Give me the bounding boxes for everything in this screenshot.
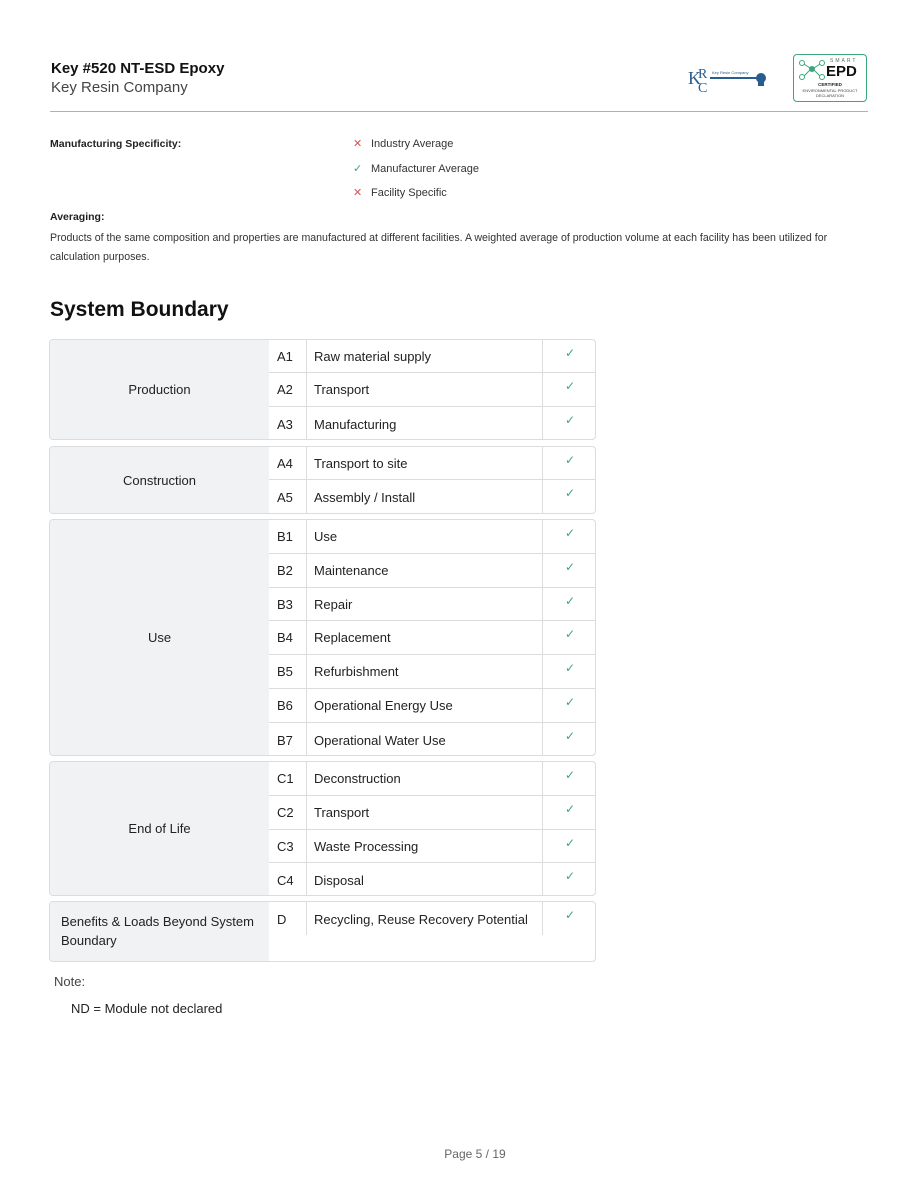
module-name: Disposal <box>307 863 543 896</box>
page-header <box>50 54 868 112</box>
stage-group-end-of-life <box>49 761 596 896</box>
spec-item-industry-average <box>353 137 453 151</box>
check-icon: ✓ <box>564 346 576 360</box>
svg-text:Key Resin Company: Key Resin Company <box>712 70 749 75</box>
check-icon: ✓ <box>564 453 576 467</box>
badge-certified-text: CERTIFIED <box>818 82 842 87</box>
module-row <box>269 723 596 756</box>
check-icon: ✓ <box>564 594 576 608</box>
company-name: Key Resin Company <box>51 79 188 96</box>
module-code: A5 <box>269 480 307 514</box>
badge-declaration-text: ENVIRONMENTAL PRODUCT DECLARATION <box>802 88 858 98</box>
check-icon: ✓ <box>564 836 576 850</box>
module-row <box>269 480 596 514</box>
stage-label: Benefits & Loads Beyond System Boundary <box>50 902 269 961</box>
module-code: C1 <box>269 762 307 795</box>
check-icon: ✓ <box>564 802 576 816</box>
module-row <box>269 340 596 373</box>
module-name: Transport <box>307 373 543 406</box>
module-row <box>269 796 596 830</box>
svg-text:C: C <box>698 81 708 94</box>
module-code: B4 <box>269 621 307 654</box>
page-number: Page 5 / 19 <box>444 1147 506 1161</box>
check-icon: ✓ <box>564 661 576 675</box>
module-code: D <box>269 902 307 935</box>
module-name: Refurbishment <box>307 655 543 688</box>
stage-label: Use <box>50 520 269 755</box>
check-icon: ✓ <box>564 379 576 393</box>
cross-icon: ✕ <box>353 187 363 199</box>
module-name: Recycling, Reuse Recovery Potential <box>307 902 543 935</box>
module-code: B1 <box>269 520 307 553</box>
check-icon: ✓ <box>564 413 576 427</box>
module-name: Replacement <box>307 621 543 654</box>
stage-label: Construction <box>50 447 269 513</box>
badge-smart-text: SMART <box>830 58 858 64</box>
module-name: Deconstruction <box>307 762 543 795</box>
svg-text:R: R <box>698 67 708 82</box>
spec-item-facility-specific <box>353 186 447 200</box>
note-label: Note: <box>54 974 86 989</box>
product-title: Key #520 NT-ESD Epoxy <box>51 60 225 77</box>
check-icon: ✓ <box>564 768 576 782</box>
module-code: A3 <box>269 407 307 440</box>
svg-text:K: K <box>688 68 701 88</box>
check-icon: ✓ <box>564 869 576 883</box>
check-icon: ✓ <box>564 695 576 709</box>
module-row <box>269 762 596 796</box>
module-name: Operational Energy Use <box>307 689 543 722</box>
manufacturing-specificity-label: Manufacturing Specificity: <box>50 138 182 150</box>
module-row <box>269 373 596 407</box>
stage-group-construction <box>49 446 596 514</box>
spec-item-label: Industry Average <box>371 138 454 150</box>
module-code: B6 <box>269 689 307 722</box>
module-code: B2 <box>269 554 307 587</box>
module-name: Repair <box>307 588 543 620</box>
module-row <box>269 655 596 689</box>
check-icon: ✓ <box>564 729 576 743</box>
note-text: ND = Module not declared <box>71 1001 223 1016</box>
check-icon: ✓ <box>564 526 576 540</box>
module-code: C4 <box>269 863 307 896</box>
module-row <box>269 689 596 723</box>
module-code: C3 <box>269 830 307 862</box>
check-icon: ✓ <box>564 627 576 641</box>
module-name: Maintenance <box>307 554 543 587</box>
module-row <box>269 588 596 621</box>
averaging-label: Averaging: <box>50 211 105 223</box>
spec-item-label: Manufacturer Average <box>371 163 480 175</box>
stage-group-benefits-loads <box>49 901 596 962</box>
check-icon: ✓ <box>353 163 363 175</box>
molecule-icon <box>798 59 826 81</box>
module-name: Operational Water Use <box>307 723 543 756</box>
stage-label: End of Life <box>50 762 269 895</box>
check-icon: ✓ <box>564 486 576 500</box>
stage-label: Production <box>50 340 269 439</box>
module-name: Assembly / Install <box>307 480 543 514</box>
spec-item-label: Facility Specific <box>371 187 447 199</box>
module-code: A4 <box>269 447 307 479</box>
module-row <box>269 621 596 655</box>
module-code: B3 <box>269 588 307 620</box>
smart-epd-badge <box>793 54 867 102</box>
section-title: System Boundary <box>50 298 229 321</box>
module-code: C2 <box>269 796 307 829</box>
spec-item-manufacturer-average <box>353 162 479 176</box>
module-code: B5 <box>269 655 307 688</box>
module-row <box>269 830 596 863</box>
averaging-text: Products of the same composition and properties are manufactured at different facilities. A weighted average of production volume at each facility has been utilized for calculation purposes. <box>50 232 828 263</box>
module-row <box>269 554 596 588</box>
module-row <box>269 863 596 896</box>
module-row <box>269 447 596 480</box>
module-name: Transport <box>307 796 543 829</box>
module-name: Waste Processing <box>307 830 543 862</box>
module-row <box>269 520 596 554</box>
badge-epd-text: EPD <box>826 63 857 80</box>
stage-group-production <box>49 339 596 440</box>
module-code: A2 <box>269 373 307 406</box>
stage-group-use <box>49 519 596 756</box>
krc-logo <box>688 64 768 94</box>
module-row <box>269 902 596 935</box>
module-code: B7 <box>269 723 307 756</box>
cross-icon: ✕ <box>353 138 363 150</box>
check-icon: ✓ <box>564 908 576 922</box>
module-name: Raw material supply <box>307 340 543 372</box>
module-name: Transport to site <box>307 447 543 479</box>
module-row <box>269 407 596 440</box>
module-code: A1 <box>269 340 307 372</box>
module-name: Use <box>307 520 543 553</box>
module-name: Manufacturing <box>307 407 543 440</box>
check-icon: ✓ <box>564 560 576 574</box>
